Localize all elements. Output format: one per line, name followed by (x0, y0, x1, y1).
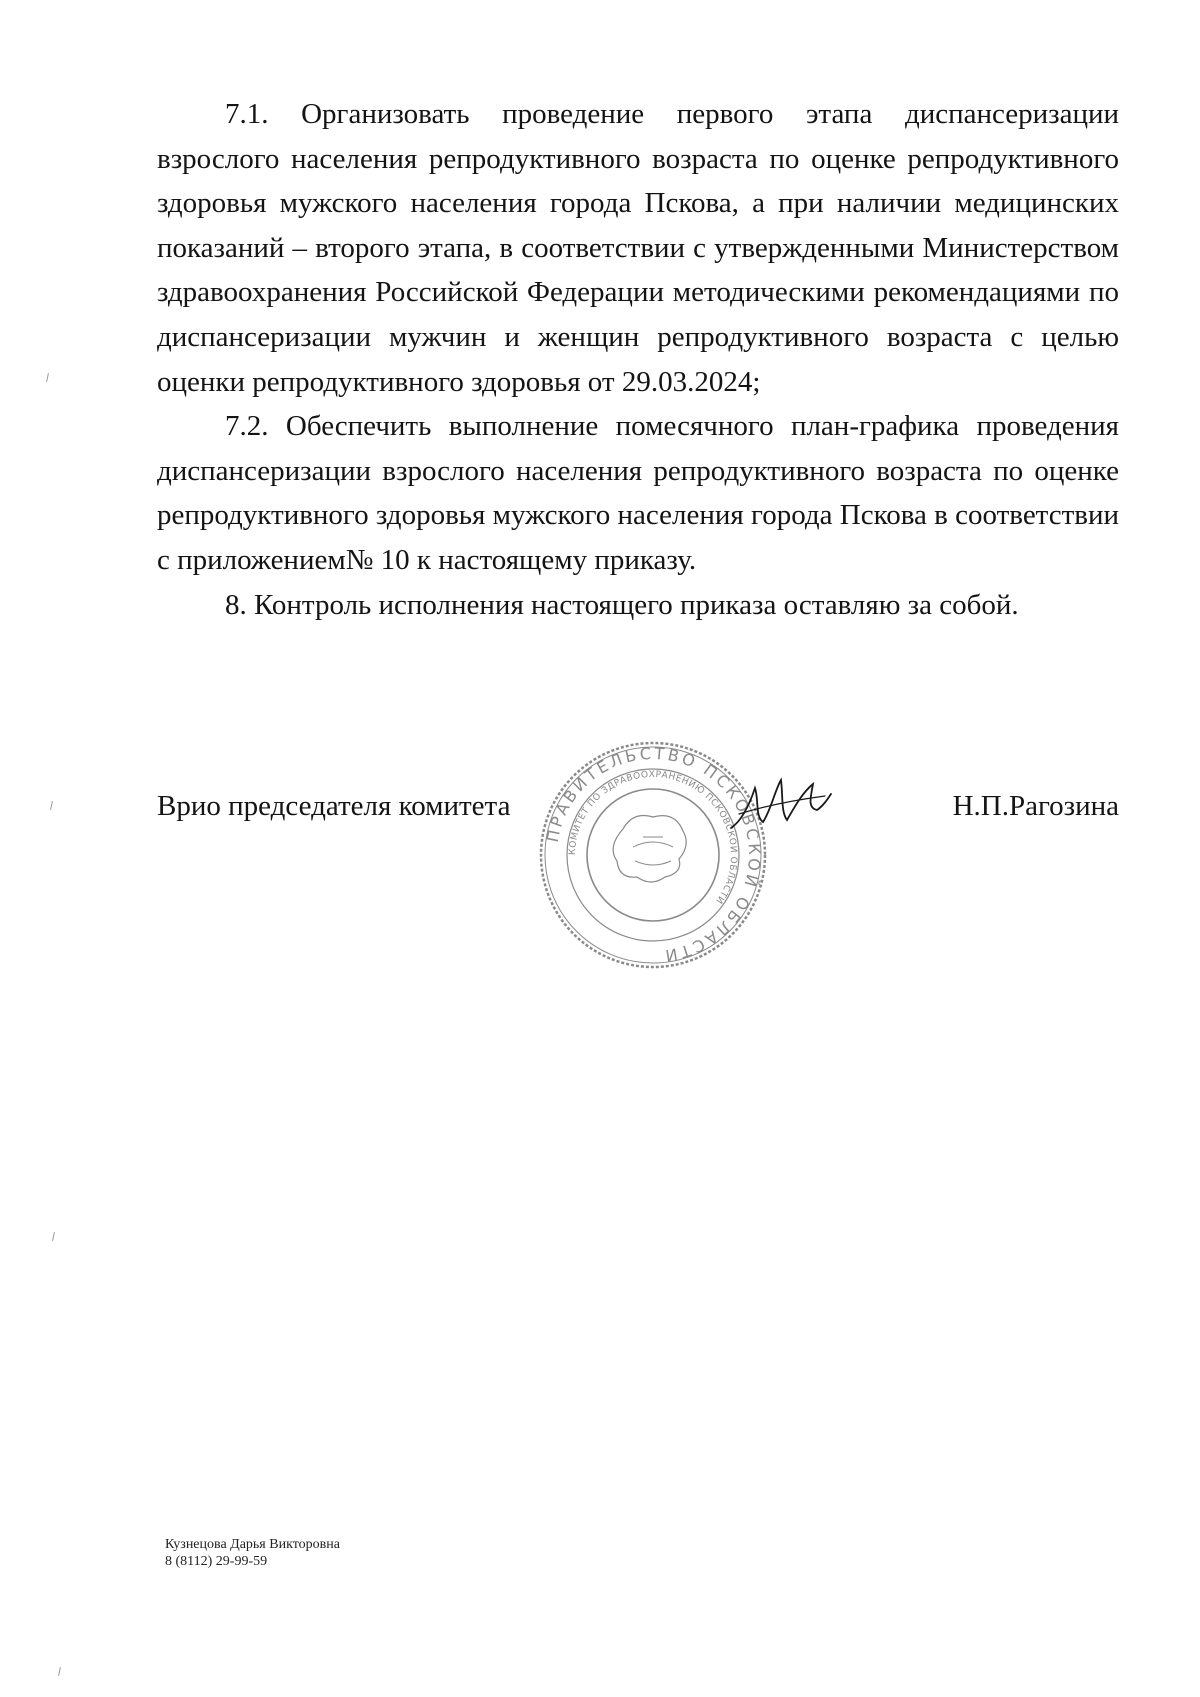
scan-artifact (58, 1667, 61, 1676)
paragraph-8: 8. Контроль исполнения настоящего приказа оставляю за собой. (225, 588, 1019, 621)
executor-footer (165, 1536, 340, 1570)
stamp-inner-text: КОМИТЕТ ПО ЗДРАВООХРАНЕНИЮ ПСКОВСКОЙ ОБЛАСТИ (567, 769, 739, 906)
scan-artifact (52, 1232, 55, 1241)
stamp-outer-text: ПРАВИТЕЛЬСТВО ПСКОВСКОЙ ОБЛАСТИ (542, 743, 765, 966)
executor-phone: 8 (8112) 29-99-59 (165, 1554, 268, 1569)
document-body (157, 92, 1119, 627)
handwritten-signature-icon (725, 770, 835, 840)
scan-artifact (46, 373, 49, 382)
paragraph-7-2: 7.2. Обеспечить выполнение помесячного план-графика проведения диспансеризации взрослого населения репродуктивного возраста по оценке репродуктивного здоровья мужского населения города Пскова в соответствии с приложением№ 10 к настоящему приказу. (157, 410, 1119, 576)
signatory-name: Н.П.Рагозина (952, 790, 1119, 822)
signatory-title: Врио председателя комитета (157, 790, 511, 822)
executor-name: Кузнецова Дарья Викторовна (165, 1537, 340, 1552)
paragraph-7-1: 7.1. Организовать проведение первого этапа диспансеризации взрослого населения репродуктивного возраста по оценке репродуктивного здоровья мужского населения города Пскова, а при наличии медицинских показаний – второго этапа, в соответствии с утвержденными Министерством здравоохранения Российской Федерации методическими рекомендациями по диспансеризации мужчин и женщин репродуктивного возраста с целью оценки репродуктивного здоровья от 29.03.2024; (157, 98, 1119, 398)
scan-artifact (50, 801, 53, 810)
